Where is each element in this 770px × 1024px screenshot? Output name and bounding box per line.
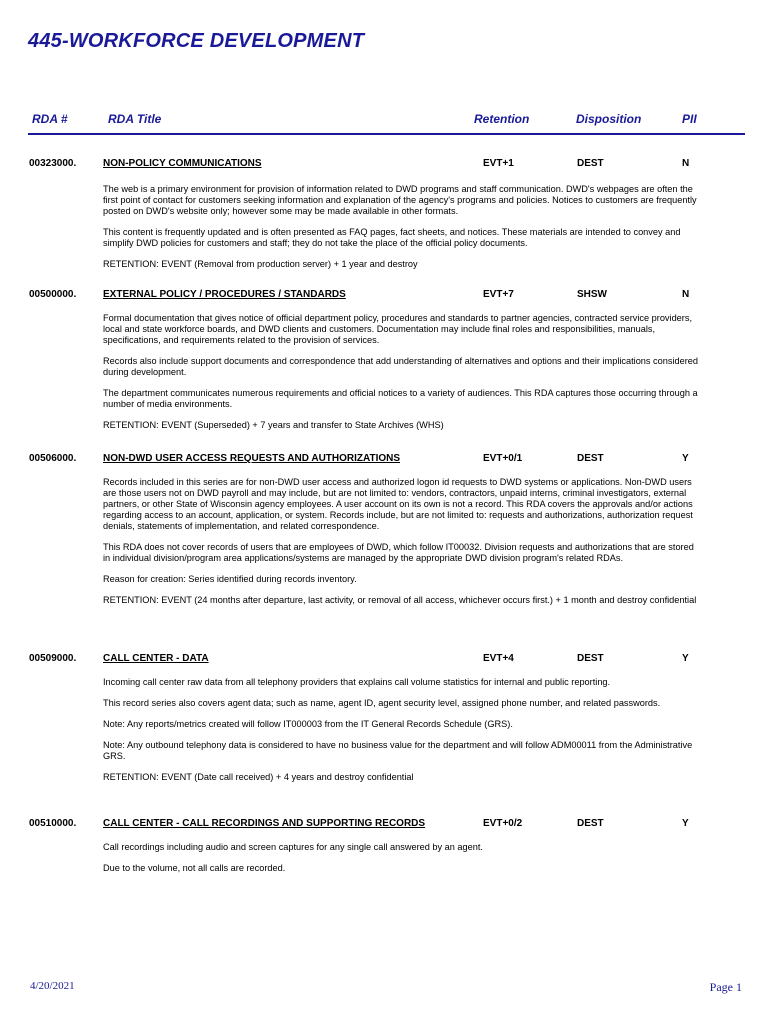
- record-disposition: DEST: [577, 453, 604, 464]
- record-number: 00500000.: [29, 289, 77, 300]
- record-disposition: DEST: [577, 653, 604, 664]
- record-description: [103, 184, 703, 270]
- record-summary-row: [0, 289, 770, 303]
- record-title: EXTERNAL POLICY / PROCEDURES / STANDARDS: [103, 289, 346, 300]
- record-pii: Y: [682, 653, 689, 664]
- record-00506000: [0, 453, 770, 616]
- header-divider: [28, 133, 745, 135]
- record-description: [103, 842, 703, 874]
- column-header-row: [0, 112, 770, 134]
- record-title: NON-POLICY COMMUNICATIONS: [103, 158, 262, 169]
- record-pii: N: [682, 158, 690, 169]
- record-disposition: DEST: [577, 818, 604, 829]
- description-paragraph: Incoming call center raw data from all telephony providers that explains call volume statistics for internal and public reporting.: [103, 677, 611, 687]
- description-paragraph: This record series also covers agent data; such as name, agent ID, agent security level, assigned phone number, and related passwords.: [103, 698, 661, 708]
- description-paragraph: Formal documentation that gives notice of official department policy, procedures and standards to partner agencies, contracted service providers, local and state workforce boards, and DWD clients and customers. Documentation may include final roles and responsibilities, manuals, specifications, and requirements related to the provision of services.: [103, 313, 692, 345]
- record-pii: N: [682, 289, 690, 300]
- record-summary-row: [0, 453, 770, 467]
- record-number: 00323000.: [29, 158, 77, 169]
- page-number: Page 1: [709, 980, 742, 994]
- record-retention: EVT+4: [483, 653, 514, 664]
- record-retention: EVT+1: [483, 158, 514, 169]
- record-pii: Y: [682, 818, 689, 829]
- record-00323000: [0, 158, 770, 280]
- retention-statement: RETENTION: EVENT (Date call received) + 4 years and destroy confidential: [103, 772, 414, 782]
- col-header-title: RDA Title: [108, 112, 162, 126]
- description-paragraph: Due to the volume, not all calls are recorded.: [103, 863, 286, 873]
- record-title: CALL CENTER - CALL RECORDINGS AND SUPPORTING RECORDS: [103, 818, 426, 829]
- document-title: 445-WORKFORCE DEVELOPMENT: [28, 30, 365, 52]
- retention-statement: RETENTION: EVENT (Superseded) + 7 years and transfer to State Archives (WHS): [103, 420, 444, 430]
- col-header-disposition: Disposition: [576, 112, 642, 126]
- footer-date: 4/20/2021: [30, 980, 75, 992]
- description-paragraph: The department communicates numerous requirements and official notices to a variety of audiences. This RDA captures those occurring through a number of media environments.: [103, 388, 698, 409]
- record-number: 00510000.: [29, 818, 77, 829]
- description-paragraph: This content is frequently updated and is often presented as FAQ pages, fact sheets, and notices. These materials are intended to convey and simplify DWD policies for customers and staff; they do not take the place of the official policy documents.: [103, 227, 681, 248]
- record-disposition: DEST: [577, 158, 604, 169]
- record-retention: EVT+7: [483, 289, 514, 300]
- description-paragraph: The web is a primary environment for provision of information related to DWD programs and staff communication. DWD's webpages are often the first point of contact for customers seeking information and explanation of the agency's programs and policies. Notices to customers are frequently posted on DWD's website only; however some may be made available in other formats.: [103, 184, 697, 216]
- record-00510000: [0, 818, 770, 884]
- retention-statement: RETENTION: EVENT (Removal from production server) + 1 year and destroy: [103, 259, 418, 269]
- record-summary-row: [0, 158, 770, 172]
- record-summary-row: [0, 818, 770, 832]
- description-paragraph: Note: Any outbound telephony data is considered to have no business value for the department and will follow ADM00011 from the Administrative GRS.: [103, 740, 693, 761]
- description-paragraph: Records included in this series are for non-DWD user access and authorized logon id requests to DWD systems or applications. Non-DWD users are those users not on DWD payroll and may include, but are not limited to: vendors, contractors, unpaid interns, criminal investigators, external partners, or other State of Wisconsin agency employees. A user account on its own is not a record. This RDA covers the approvals and/or actions regarding access to an account, application, or system. Records include, but are not limited to: requests and authorizations, authorization request denials, statements of implementation, and related correspondence.: [103, 477, 693, 531]
- record-pii: Y: [682, 453, 689, 464]
- description-paragraph: Records also include support documents and correspondence that add understanding of alternatives and options and their implications considered during development.: [103, 356, 699, 377]
- record-summary-row: [0, 653, 770, 667]
- description-paragraph: Call recordings including audio and screen captures for any single call answered by an agent.: [103, 842, 483, 852]
- retention-statement: RETENTION: EVENT (24 months after departure, last activity, or removal of all access, whichever occurs first.) + 1 month and destroy confidential: [103, 595, 697, 605]
- record-title: CALL CENTER - DATA: [103, 653, 209, 664]
- description-paragraph: Reason for creation: Series identified during records inventory.: [103, 574, 357, 584]
- record-00509000: [0, 653, 770, 793]
- record-title: NON-DWD USER ACCESS REQUESTS AND AUTHORIZATIONS: [103, 453, 401, 464]
- record-number: 00509000.: [29, 653, 77, 664]
- col-header-retention: Retention: [474, 112, 530, 126]
- description-paragraph: This RDA does not cover records of users that are employees of DWD, which follow IT00032. Division requests and authorizations that are stored in individual division/program area applications/systems are managed by the appropriate DWD division program's related RDAs.: [103, 542, 694, 563]
- record-description: [103, 677, 703, 783]
- record-disposition: SHSW: [577, 289, 607, 300]
- col-header-number: RDA #: [32, 112, 68, 126]
- record-retention: EVT+0/1: [483, 453, 523, 464]
- record-retention: EVT+0/2: [483, 818, 523, 829]
- record-description: [103, 477, 703, 606]
- description-paragraph: Note: Any reports/metrics created will follow IT000003 from the IT General Records Schedule (GRS).: [103, 719, 513, 729]
- record-description: [103, 313, 703, 431]
- record-00500000: [0, 289, 770, 441]
- col-header-pii: PII: [682, 112, 697, 126]
- record-number: 00506000.: [29, 453, 77, 464]
